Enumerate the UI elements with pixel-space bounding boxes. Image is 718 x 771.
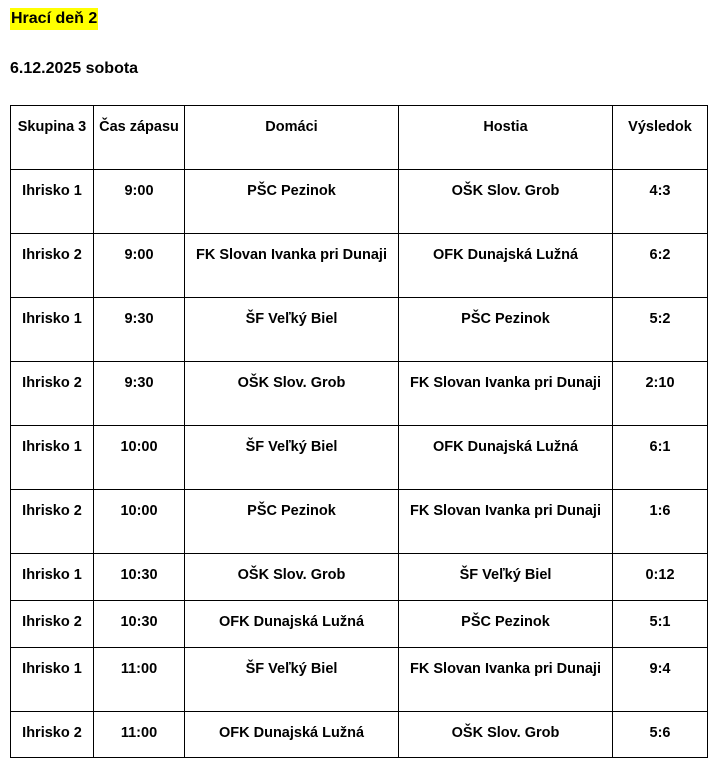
cell-home-team: OFK Dunajská Lužná <box>185 601 399 648</box>
schedule-table <box>10 105 708 758</box>
cell-field: Ihrisko 2 <box>11 601 94 648</box>
table-row <box>11 170 708 234</box>
cell-away-team: OFK Dunajská Lužná <box>399 234 613 298</box>
cell-result: 4:3 <box>613 170 708 234</box>
table-row <box>11 601 708 648</box>
cell-away-team: FK Slovan Ivanka pri Dunaji <box>399 490 613 554</box>
table-row <box>11 712 708 758</box>
cell-time: 10:00 <box>94 490 185 554</box>
table-row <box>11 298 708 362</box>
cell-time: 10:00 <box>94 426 185 490</box>
cell-home-team: ŠF Veľký Biel <box>185 648 399 712</box>
cell-field: Ihrisko 1 <box>11 648 94 712</box>
match-date: 6.12.2025 sobota <box>10 60 139 77</box>
cell-result: 0:12 <box>613 554 708 601</box>
cell-home-team: PŠC Pezinok <box>185 490 399 554</box>
cell-field: Ihrisko 1 <box>11 554 94 601</box>
column-header-result: Výsledok <box>613 106 708 170</box>
table-row <box>11 234 708 298</box>
cell-home-team: OFK Dunajská Lužná <box>185 712 399 758</box>
table-row <box>11 648 708 712</box>
cell-away-team: FK Slovan Ivanka pri Dunaji <box>399 648 613 712</box>
cell-field: Ihrisko 1 <box>11 170 94 234</box>
cell-time: 9:30 <box>94 298 185 362</box>
cell-field: Ihrisko 2 <box>11 712 94 758</box>
cell-away-team: ŠF Veľký Biel <box>399 554 613 601</box>
cell-time: 9:00 <box>94 234 185 298</box>
cell-time: 11:00 <box>94 712 185 758</box>
cell-time: 10:30 <box>94 601 185 648</box>
cell-field: Ihrisko 2 <box>11 490 94 554</box>
cell-result: 5:6 <box>613 712 708 758</box>
cell-time: 9:30 <box>94 362 185 426</box>
cell-home-team: ŠF Veľký Biel <box>185 426 399 490</box>
cell-field: Ihrisko 2 <box>11 234 94 298</box>
cell-away-team: OŠK Slov. Grob <box>399 170 613 234</box>
cell-home-team: PŠC Pezinok <box>185 170 399 234</box>
cell-field: Ihrisko 1 <box>11 426 94 490</box>
cell-home-team: ŠF Veľký Biel <box>185 298 399 362</box>
cell-field: Ihrisko 2 <box>11 362 94 426</box>
table-row <box>11 490 708 554</box>
cell-time: 9:00 <box>94 170 185 234</box>
cell-away-team: OFK Dunajská Lužná <box>399 426 613 490</box>
cell-away-team: OŠK Slov. Grob <box>399 712 613 758</box>
cell-time: 10:30 <box>94 554 185 601</box>
cell-away-team: PŠC Pezinok <box>399 601 613 648</box>
cell-result: 6:1 <box>613 426 708 490</box>
column-header-group: Skupina 3 <box>11 106 94 170</box>
column-header-away: Hostia <box>399 106 613 170</box>
cell-result: 5:2 <box>613 298 708 362</box>
cell-home-team: OŠK Slov. Grob <box>185 554 399 601</box>
table-row <box>11 362 708 426</box>
cell-away-team: PŠC Pezinok <box>399 298 613 362</box>
cell-away-team: FK Slovan Ivanka pri Dunaji <box>399 362 613 426</box>
column-header-time: Čas zápasu <box>94 106 185 170</box>
cell-result: 9:4 <box>613 648 708 712</box>
table-row <box>11 554 708 601</box>
cell-result: 6:2 <box>613 234 708 298</box>
page-title: Hrací deň 2 <box>10 8 98 30</box>
cell-home-team: FK Slovan Ivanka pri Dunaji <box>185 234 399 298</box>
table-header-row <box>11 106 708 170</box>
cell-result: 1:6 <box>613 490 708 554</box>
column-header-home: Domáci <box>185 106 399 170</box>
cell-time: 11:00 <box>94 648 185 712</box>
cell-result: 5:1 <box>613 601 708 648</box>
table-row <box>11 426 708 490</box>
cell-field: Ihrisko 1 <box>11 298 94 362</box>
cell-home-team: OŠK Slov. Grob <box>185 362 399 426</box>
cell-result: 2:10 <box>613 362 708 426</box>
